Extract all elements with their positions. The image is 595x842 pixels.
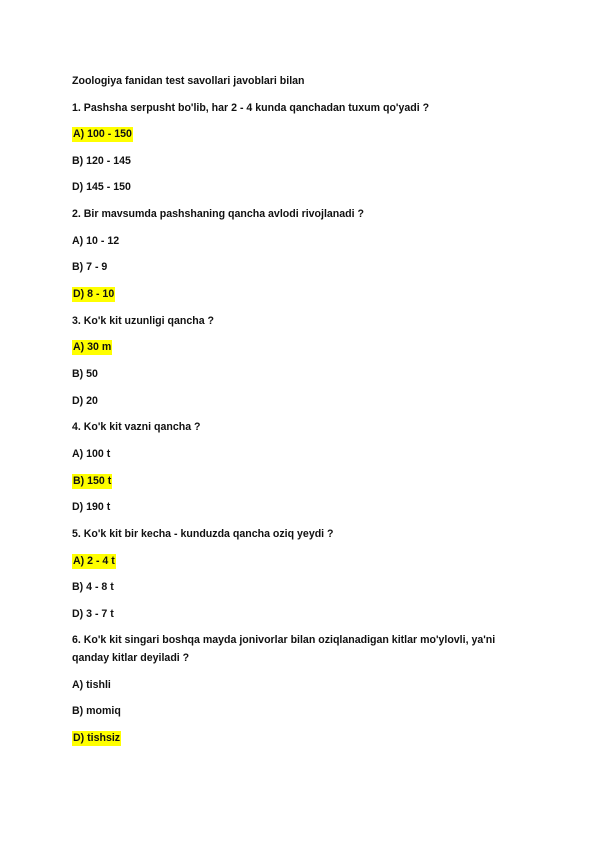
question-2-option-d xyxy=(72,287,115,301)
question-1-option-b: B) 120 - 145 xyxy=(72,155,131,167)
question-5-option-a xyxy=(72,554,116,568)
question-4-text: 4. Ko'k kit vazni qancha ? xyxy=(72,421,201,433)
correct-answer-highlight: D) 8 - 10 xyxy=(73,288,115,300)
question-4-option-b xyxy=(72,474,112,488)
correct-answer-highlight: A) 2 - 4 t xyxy=(73,555,115,567)
question-6-option-b: B) momiq xyxy=(72,705,121,717)
question-5-option-d: D) 3 - 7 t xyxy=(72,608,114,620)
document-title: Zoologiya fanidan test savollari javoblari bilan xyxy=(72,75,305,87)
question-1-text: 1. Pashsha serpusht bo'lib, har 2 - 4 kunda qanchadan tuxum qo'yadi ? xyxy=(72,102,430,114)
question-3-option-d: D) 20 xyxy=(72,395,98,407)
question-5-option-b: B) 4 - 8 t xyxy=(72,581,114,593)
correct-answer-highlight: D) tishsiz xyxy=(73,732,121,744)
question-6-text-line-1: 6. Ko'k kit singari boshqa mayda jonivorlar bilan oziqlanadigan kitlar mo'ylovli, ya'ni xyxy=(72,634,496,646)
question-1-option-a xyxy=(72,127,133,141)
correct-answer-highlight: A) 100 - 150 xyxy=(73,128,132,140)
question-4-option-d: D) 190 t xyxy=(72,501,111,513)
question-3-text: 3. Ko'k kit uzunligi qancha ? xyxy=(72,315,215,327)
question-6-option-d xyxy=(72,731,121,745)
question-4-option-a: A) 100 t xyxy=(72,448,111,460)
question-6-text-line-2: qanday kitlar deyiladi ? xyxy=(72,652,190,664)
correct-answer-highlight: A) 30 m xyxy=(73,341,112,353)
question-3-option-b: B) 50 xyxy=(72,368,98,380)
question-2-option-b: B) 7 - 9 xyxy=(72,261,108,273)
question-5-text: 5. Ko'k kit bir kecha - kunduzda qancha oziq yeydi ? xyxy=(72,528,334,540)
question-6-option-a: A) tishli xyxy=(72,679,111,691)
question-2-option-a: A) 10 - 12 xyxy=(72,235,120,247)
question-2-text: 2. Bir mavsumda pashshaning qancha avlodi rivojlanadi ? xyxy=(72,208,364,220)
correct-answer-highlight: B) 150 t xyxy=(73,475,112,487)
question-3-option-a xyxy=(72,340,112,354)
question-1-option-d: D) 145 - 150 xyxy=(72,181,131,193)
